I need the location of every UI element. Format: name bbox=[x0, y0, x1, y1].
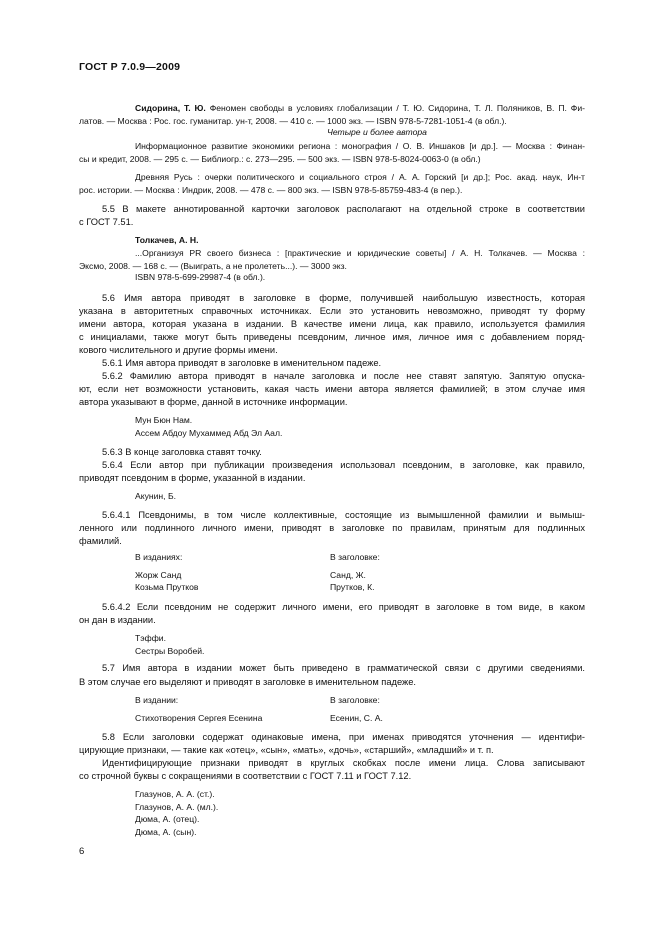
paragraph-line: имени автора, которая указана в издании. В качестве имени лица, как правило, используется фамилия bbox=[79, 319, 585, 329]
paragraph-line: 5.6.4 Если автор при публикации произведения использовал псевдоним, в заголовке, как правило, bbox=[102, 460, 585, 470]
example-entry-line: Дюма, А. (отец). bbox=[135, 814, 200, 824]
example-entry-line: Информационное развитие экономики региона : монография / О. В. Иншаков [и др.]. — Москва : Финан- bbox=[135, 141, 585, 151]
example-entry-line: Древняя Русь : очерки политического и социального строя / А. А. Горский [и др.]; Рос. акад. наук, Ин-т bbox=[135, 172, 585, 182]
example-entry-line: ...Организуя PR своего бизнеса : [практические и юридические советы] / А. Н. Толкачев. — Москва : bbox=[135, 248, 585, 258]
paragraph-line: фамилий. bbox=[79, 536, 122, 546]
example-entry-line: латов. — Москва : Рос. гос. гуманитар. ун-т, 2008. — 410 с. — 1000 экз. — ISBN 978-5-7281-1051-4 (в обл.). bbox=[79, 116, 507, 126]
paragraph-line: 5.5 В макете аннотированной карточки заголовок располагают на отдельной строке в соответствии bbox=[102, 204, 585, 214]
example-entry-line: Глазунов, А. А. (мл.). bbox=[135, 802, 219, 812]
table-header-left: В издании: bbox=[135, 695, 179, 705]
entry-author: Толкачев, А. Н. bbox=[135, 235, 199, 245]
paragraph-line: 5.6.4.1 Псевдонимы, в том числе коллективные, состоящие из вымышленной фамилии и вымыш- bbox=[102, 510, 585, 520]
table-header-right: В заголовке: bbox=[330, 695, 380, 705]
table-header-left: В изданиях: bbox=[135, 552, 183, 562]
example-entry-line: Акунин, Б. bbox=[135, 491, 176, 501]
paragraph-line: приводят псевдоним в форме, указанной в издании. bbox=[79, 473, 306, 483]
paragraph-line: цирующие признаки, — такие как «отец», «сын», «мать», «дочь», «старший», «младший» и т. п. bbox=[79, 745, 494, 755]
entry-text: Феномен свободы в условиях глобализации / Т. Ю. Сидорина, Т. Л. Поляников, В. П. Фи- bbox=[205, 103, 585, 113]
example-entry-line: рос. истории. — Москва : Индрик, 2008. — 478 с. — 800 экз. — ISBN 978-5-85759-483-4 (в пер.). bbox=[79, 185, 463, 195]
table-cell-right: Есенин, С. А. bbox=[330, 713, 383, 723]
entry-author: Сидорина, Т. Ю. bbox=[135, 103, 206, 113]
paragraph-line: 5.6.1 Имя автора приводят в заголовке в именительном падеже. bbox=[102, 358, 382, 368]
paragraph-line: 5.8 Если заголовки содержат одинаковые имена, при именах приводятся уточнения — идентифи- bbox=[102, 732, 585, 742]
example-entry-line: Ассем Абдоу Мухаммед Абд Эл Аал. bbox=[135, 428, 283, 438]
table-cell-left: Стихотворения Сергея Есенина bbox=[135, 713, 263, 723]
paragraph-line: В этом случае его выделяют и приводят в заголовке в именительном падеже. bbox=[79, 677, 416, 687]
example-entry-line: Глазунов, А. А. (ст.). bbox=[135, 789, 215, 799]
example-entry-line: сы и кредит, 2008. — 295 с. — Библиогр.: с. 273—295. — 500 экз. — ISBN 978-5-8024-0063-0 (в обл.) bbox=[79, 154, 481, 164]
table-cell-left: Козьма Прутков bbox=[135, 582, 199, 592]
table-cell-right: Санд, Ж. bbox=[330, 570, 366, 580]
paragraph-line: со строчной буквы с сокращениями в соответствии с ГОСТ 7.11 и ГОСТ 7.12. bbox=[79, 771, 412, 781]
document-header: ГОСТ Р 7.0.9—2009 bbox=[79, 61, 181, 73]
paragraph-line: указана в авторитетных справочных источниках. Если это установить невозможно, приводят ту форму bbox=[79, 306, 585, 316]
table-header-right: В заголовке: bbox=[330, 552, 380, 562]
paragraph-line: ют, если нет возможности установить, какая часть имени автора является фамилией; в этом случае имя bbox=[79, 384, 585, 394]
paragraph-line: ленного или подлинного личного имени, приводят в заголовке по правилам, принятым для подлинных bbox=[79, 523, 585, 533]
paragraph-line: с ГОСТ 7.51. bbox=[79, 217, 134, 227]
paragraph-line: 5.7 Имя автора в издании может быть приведено в грамматической связи с другими сведениями. bbox=[102, 663, 585, 673]
table-cell-right: Прутков, К. bbox=[330, 582, 375, 592]
paragraph-line: 5.6.3 В конце заголовка ставят точку. bbox=[102, 447, 262, 457]
paragraph-line: 5.6 Имя автора приводят в заголовке в форме, получившей наибольшую известность, которая bbox=[102, 293, 585, 303]
paragraph-line: кового числительного и другие формы имени. bbox=[79, 345, 278, 355]
paragraph-line: автора указывают в форме, данной в источнике информации. bbox=[79, 397, 348, 407]
paragraph-line: 5.6.4.2 Если псевдоним не содержит личного имени, его приводят в заголовке в том виде, в каком bbox=[102, 602, 585, 612]
example-entry-line: Эксмо, 2008. — 168 с. — (Выиграть, а не пролететь...). — 3000 экз. bbox=[79, 261, 347, 271]
paragraph-line: Идентифицирующие признаки приводят в круглых скобках после имени лица. Слова записывают bbox=[102, 758, 585, 768]
subheading: Четыре и более автора bbox=[327, 127, 427, 137]
paragraph-line: с инициалами, также могут быть приведены псевдоним, личное имя, личное имя с добавлением поряд- bbox=[79, 332, 585, 342]
example-entry-line bbox=[79, 102, 585, 114]
paragraph-line: 5.6.2 Фамилию автора приводят в начале заголовка и после нее ставят запятую. Запятую опуска- bbox=[102, 371, 585, 381]
example-entry-line: Дюма, А. (сын). bbox=[135, 827, 197, 837]
paragraph-line: он дан в издании. bbox=[79, 615, 156, 625]
table-cell-left: Жорж Санд bbox=[135, 570, 182, 580]
example-entry-line: ISBN 978-5-699-29987-4 (в обл.). bbox=[135, 272, 266, 282]
page-number: 6 bbox=[79, 846, 85, 857]
example-entry-line: Мун Бюн Нам. bbox=[135, 415, 193, 425]
example-entry-line: Тэффи. bbox=[135, 633, 166, 643]
example-entry-line: Сестры Воробей. bbox=[135, 646, 205, 656]
